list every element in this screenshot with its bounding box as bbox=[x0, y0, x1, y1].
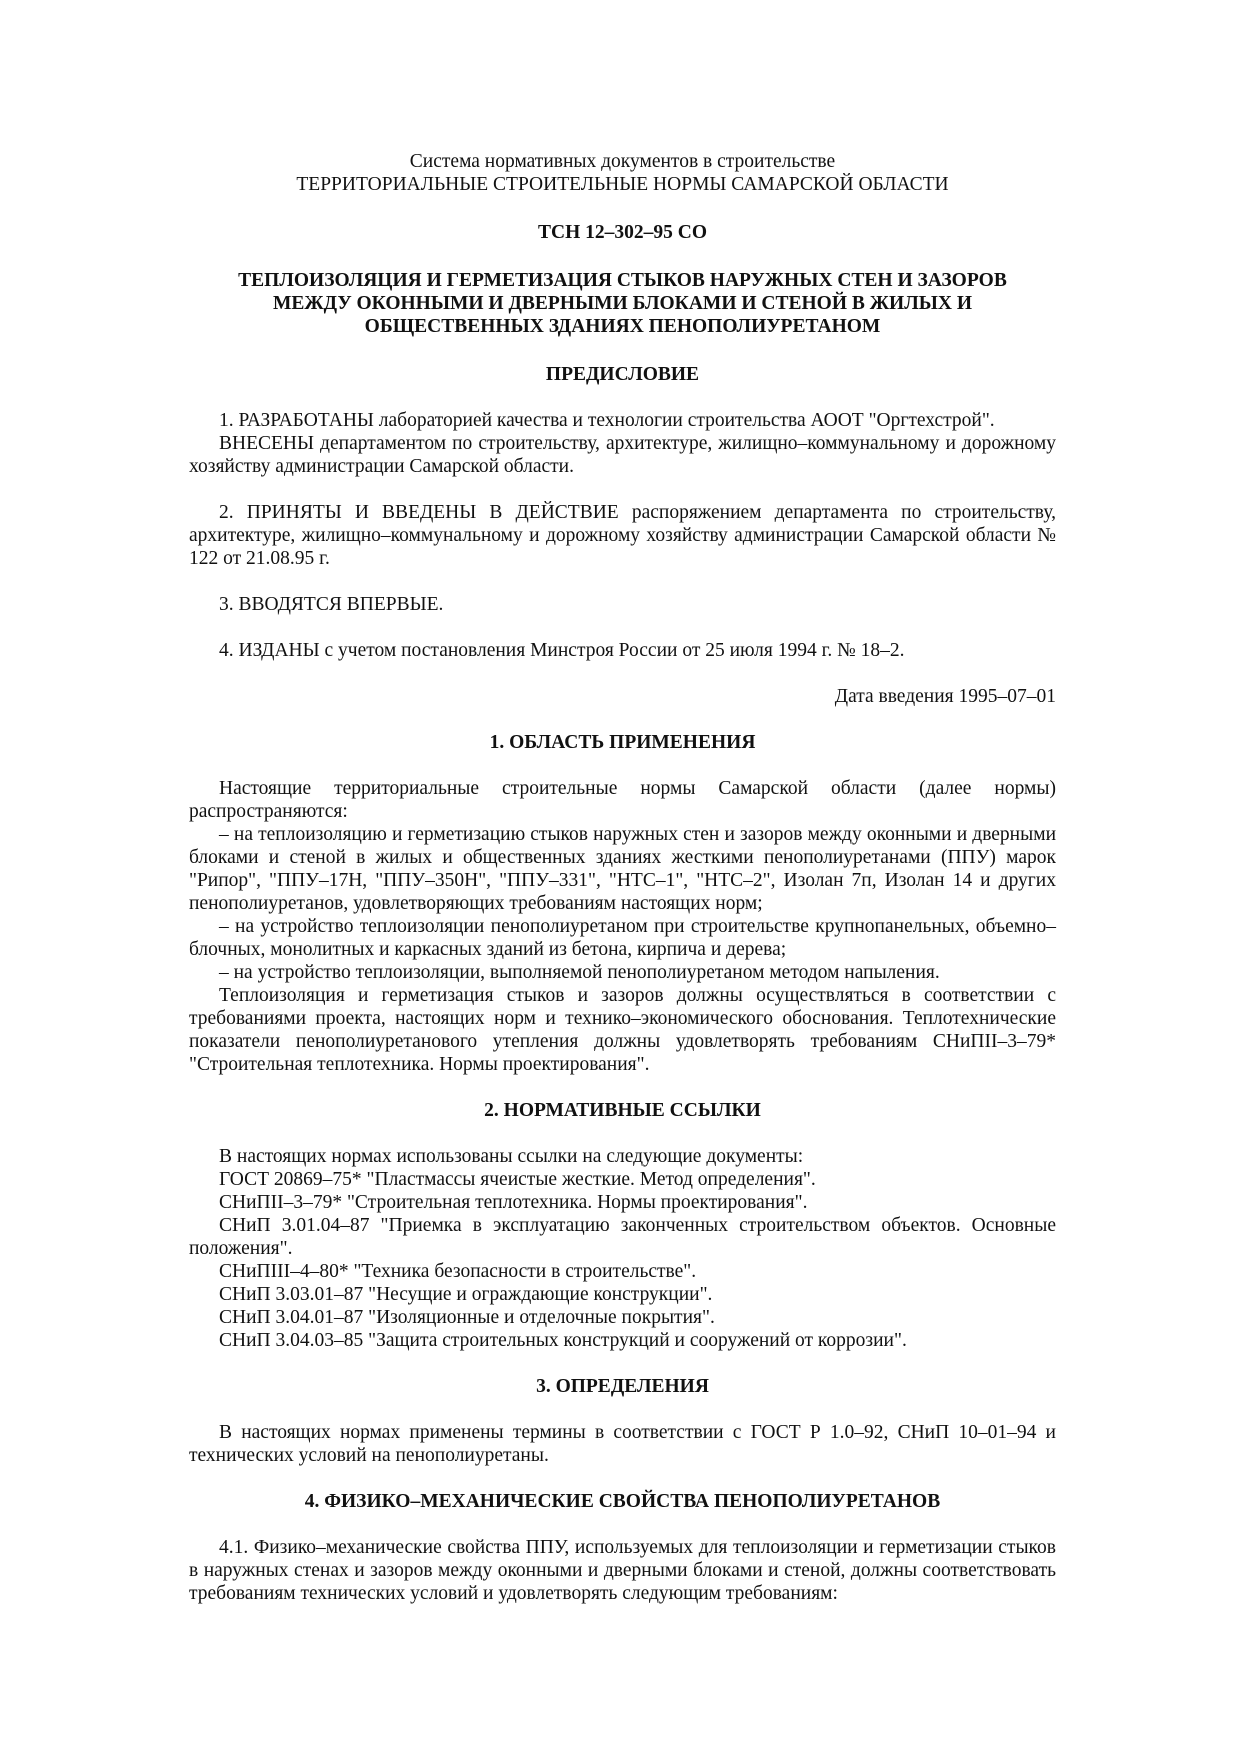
section-3-heading: 3. ОПРЕДЕЛЕНИЯ bbox=[536, 1376, 709, 1397]
reference-item: СНиП 3.04.01–87 "Изоляционные и отделочные покрытия". bbox=[219, 1307, 715, 1328]
reference-item: СНиПII–3–79* "Строительная теплотехника. Нормы проектирования". bbox=[219, 1192, 808, 1213]
system-line: Система нормативных документов в строительстве bbox=[409, 151, 836, 172]
preface-heading: ПРЕДИСЛОВИЕ bbox=[545, 364, 700, 385]
reference-item: СНиП 3.01.04–87 "Приемка в эксплуатацию законченных строительством объектов. Основные положения". bbox=[189, 1215, 1056, 1259]
section-1-paragraph: – на устройство теплоизоляции пенополиуретаном при строительстве крупнопанельных, объемно–блочных, монолитных и каркасных зданий из бетона, кирпича и дерева; bbox=[189, 916, 1056, 960]
reference-item: СНиПIII–4–80* "Техника безопасности в строительстве". bbox=[219, 1261, 697, 1282]
document-title-line-1: ТЕПЛОИЗОЛЯЦИЯ И ГЕРМЕТИЗАЦИЯ СТЫКОВ НАРУЖНЫХ СТЕН И ЗАЗОРОВ bbox=[238, 270, 1007, 291]
section-2-intro: В настоящих нормах использованы ссылки на следующие документы: bbox=[219, 1146, 804, 1167]
document-title bbox=[189, 269, 1056, 338]
section-1-paragraph: Настоящие территориальные строительные нормы Самарской области (далее нормы) распространяются: bbox=[189, 778, 1056, 822]
section-1-paragraph: – на устройство теплоизоляции, выполняемой пенополиуретаном методом напыления. bbox=[219, 962, 940, 983]
preface-item-1: 1. РАЗРАБОТАНЫ лабораторией качества и технологии строительства АООТ "Оргтехстрой". bbox=[219, 410, 995, 431]
territory-line: ТЕРРИТОРИАЛЬНЫЕ СТРОИТЕЛЬНЫЕ НОРМЫ САМАРСКОЙ ОБЛАСТИ bbox=[296, 174, 949, 195]
preface-item-1-cont: ВНЕСЕНЫ департаментом по строительству, архитектуре, жилищно–коммунальному и дорожному хозяйству администрации Самарской области. bbox=[189, 433, 1056, 477]
document-title-line-3: ОБЩЕСТВЕННЫХ ЗДАНИЯХ ПЕНОПОЛИУРЕТАНОМ bbox=[364, 316, 881, 337]
preface-item-4: 4. ИЗДАНЫ с учетом постановления Минстроя России от 25 июля 1994 г. № 18–2. bbox=[219, 640, 905, 661]
section-1-paragraph: – на теплоизоляцию и герметизацию стыков наружных стен и зазоров между оконными и дверными блоками и стеной в жилых и общественных зданиях жесткими пенополиуретанами (ППУ) марок "Рипор", "ППУ–17Н, "ППУ–350Н", "ППУ–331", "НТС–1", "НТС–2", Изолан 7п, Изолан 14 и других пенополиуретанов, удовлетворяющих требованиям настоящих норм; bbox=[189, 824, 1056, 914]
preface-item-2: 2. ПРИНЯТЫ И ВВЕДЕНЫ В ДЕЙСТВИЕ распоряжением департамента по строительству, архитектуре, жилищно–коммунальному и дорожному хозяйству администрации Самарской области № 122 от 21.08.95 г. bbox=[189, 502, 1056, 569]
section-4-paragraph: 4.1. Физико–механические свойства ППУ, используемых для теплоизоляции и герметизации стыков в наружных стенах и зазоров между оконными и дверными блоками и стеной, должны соответствовать требованиям технических условий и удовлетворять следующим требованиям: bbox=[189, 1537, 1056, 1604]
reference-item: СНиП 3.03.01–87 "Несущие и ограждающие конструкции". bbox=[219, 1284, 713, 1305]
section-1-paragraph: Теплоизоляция и герметизация стыков и зазоров должны осуществляться в соответствии с требованиями проекта, настоящих норм и технико–экономического обоснования. Теплотехнические показатели пенополиуретанового утепления должны удовлетворять требованиям СНиПII–3–79* "Строительная теплотехника. Нормы проектирования". bbox=[189, 985, 1056, 1075]
reference-item: СНиП 3.04.03–85 "Защита строительных конструкций и сооружений от коррозии". bbox=[219, 1330, 907, 1351]
document-title-line-2: МЕЖДУ ОКОННЫМИ И ДВЕРНЫМИ БЛОКАМИ И СТЕНОЙ В ЖИЛЫХ И bbox=[272, 293, 973, 314]
reference-item: ГОСТ 20869–75* "Пластмассы ячеистые жесткие. Метод определения". bbox=[219, 1169, 816, 1190]
section-3-paragraph: В настоящих нормах применены термины в соответствии с ГОСТ Р 1.0–92, СНиП 10–01–94 и технических условий на пенополиуретаны. bbox=[189, 1422, 1056, 1466]
document-code: ТСН 12–302–95 СО bbox=[537, 222, 707, 243]
preface-item-3: 3. ВВОДЯТСЯ ВПЕРВЫЕ. bbox=[219, 594, 444, 615]
section-1-heading: 1. ОБЛАСТЬ ПРИМЕНЕНИЯ bbox=[489, 732, 756, 753]
section-2-heading: 2. НОРМАТИВНЫЕ ССЫЛКИ bbox=[484, 1100, 761, 1121]
section-4-heading: 4. ФИЗИКО–МЕХАНИЧЕСКИЕ СВОЙСТВА ПЕНОПОЛИУРЕТАНОВ bbox=[304, 1491, 941, 1512]
introduction-date: Дата введения 1995–07–01 bbox=[834, 686, 1056, 707]
